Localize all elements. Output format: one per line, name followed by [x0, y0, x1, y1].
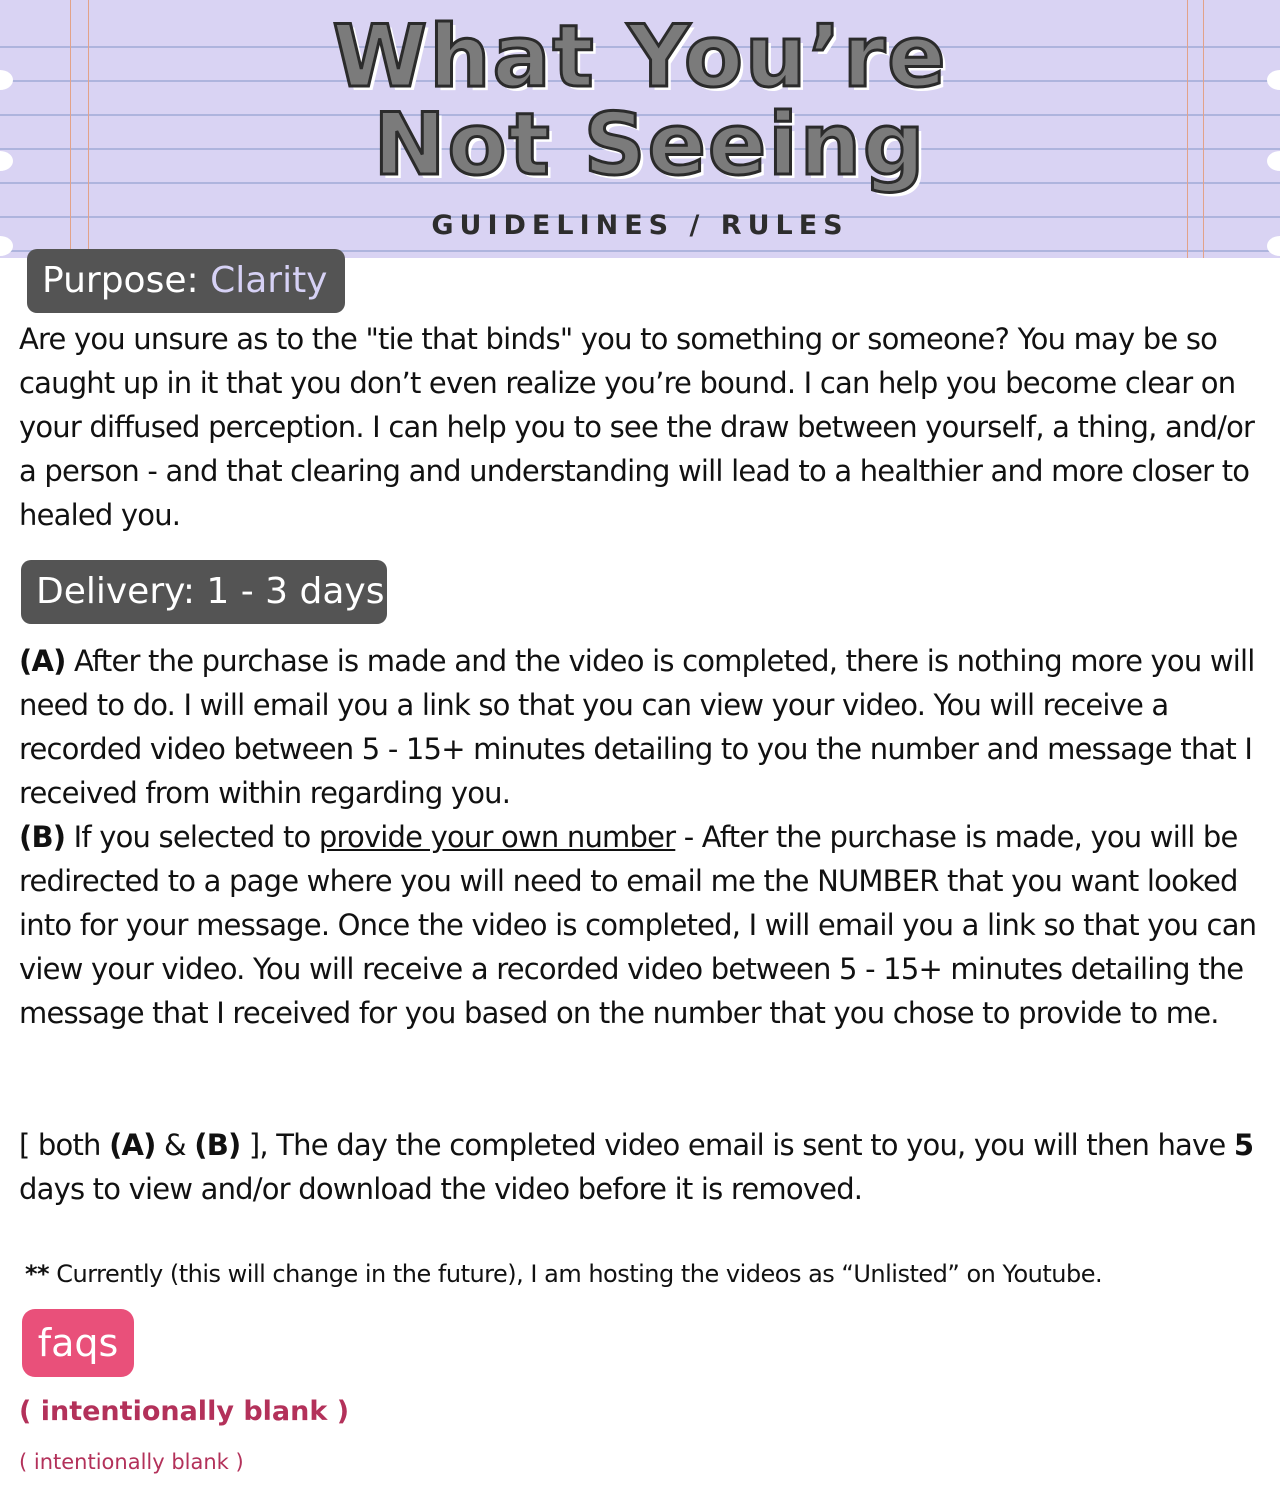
- purpose-label-key: Purpose:: [42, 260, 199, 301]
- option-a-text: After the purchase is made and the video is completed, there is nothing more you will need to do. I will email you a link so that you can view your video. You will receive a recorded video between 5 - 15+ minutes detailing to you the number and message that I received from within regarding you.: [19, 644, 1255, 810]
- both-suffix: days to view and/or download the video before it is removed.: [19, 1172, 863, 1206]
- page-title-line-2: Not Seeing: [373, 95, 927, 195]
- both-days: 5: [1233, 1128, 1254, 1162]
- faqs-blank-small: ( intentionally blank ): [19, 1450, 244, 1474]
- delivery-both-options: [19, 1123, 1269, 1211]
- delivery-option-b: [19, 815, 1269, 1035]
- purpose-label: [27, 249, 345, 313]
- header-banner: [0, 0, 1280, 258]
- option-b-text-after: - After the purchase is made, you will be redirected to a page where you will need to email me the NUMBER that you want looked into for your message. Once the video is completed, I will email you a link so that you can view your video. You will receive a recorded video between 5 - 15+ minutes detailing the message that I received for you based on the number that you chose to provide to me.: [19, 820, 1257, 1030]
- both-amp: &: [155, 1128, 195, 1162]
- faqs-blank-bold: ( intentionally blank ): [19, 1396, 350, 1427]
- page-title-line-1: What You’re: [332, 7, 948, 107]
- delivery-label: Delivery: 1 - 3 days: [21, 560, 387, 624]
- delivery-option-a: [19, 639, 1269, 815]
- both-prefix: [ both: [19, 1128, 110, 1162]
- both-marker-a: (A): [109, 1128, 156, 1162]
- both-marker-b: (B): [194, 1128, 241, 1162]
- faqs-label: faqs: [22, 1309, 134, 1377]
- purpose-description: Are you unsure as to the "tie that binds" you to something or someone? You may be so caught up in it that you don’t even realize you’re bound. I can help you become clear on your diffused perception. I can help you to see the draw between yourself, a thing, and/or a person - and that clearing and understanding will lead to a healthier and more closer to healed you.: [19, 322, 1255, 532]
- option-b-text-before: If you selected to: [65, 820, 319, 854]
- note-text: Currently (this will change in the future), I am hosting the videos as “Unlisted” on Youtube.: [49, 1260, 1103, 1288]
- option-b-marker: (B): [19, 820, 66, 854]
- provide-own-number-link: provide your own number: [318, 820, 676, 854]
- page-subtitle: GUIDELINES / RULES: [431, 210, 849, 241]
- both-middle: ], The day the completed video email is sent to you, you will then have: [240, 1128, 1234, 1162]
- purpose-label-value: Clarity: [210, 260, 328, 301]
- option-a-marker: (A): [19, 644, 66, 678]
- hosting-note: [25, 1256, 1265, 1292]
- note-stars: **: [25, 1260, 50, 1288]
